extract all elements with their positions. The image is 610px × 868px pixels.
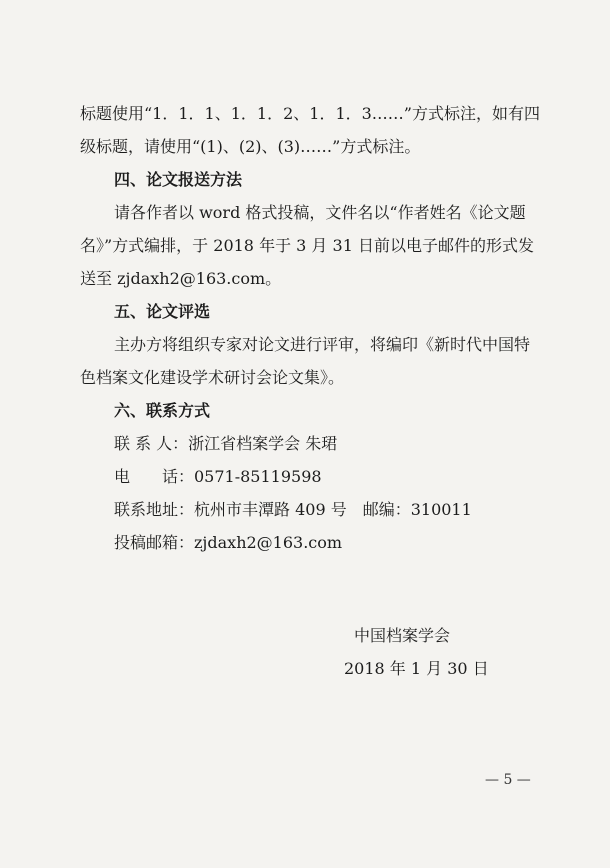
- body-line: 主办方将组织专家对论文进行评审，将编印《新时代中国特: [114, 335, 531, 354]
- body-line: 请各作者以 word 格式投稿，文件名以“作者姓名《论文题: [114, 203, 526, 222]
- signature-date: 2018 年 1 月 30 日: [344, 659, 489, 678]
- section-heading-selection: 五、论文评选: [114, 302, 211, 321]
- body-line: 色档案文化建设学术研讨会论文集》。: [80, 368, 345, 387]
- contact-address: 联系地址：杭州市丰潭路 409 号 邮编：310011: [114, 500, 472, 519]
- section-heading-contact: 六、联系方式: [114, 401, 211, 420]
- page-number: — 5 —: [485, 772, 531, 788]
- body-line: 级标题，请使用“(1)、(2)、(3)……”方式标注。: [80, 137, 421, 156]
- contact-person: 联 系 人：浙江省档案学会 朱珺: [114, 434, 338, 453]
- body-line: 送至 zjdaxh2@163.com。: [80, 269, 282, 288]
- contact-email: 投稿邮箱：zjdaxh2@163.com: [114, 533, 343, 552]
- signature-organization: 中国档案学会: [354, 626, 451, 645]
- body-line: 名》”方式编排，于 2018 年于 3 月 31 日前以电子邮件的形式发: [80, 236, 534, 255]
- section-heading-submission: 四、论文报送方法: [114, 170, 243, 189]
- body-line: 标题使用“1．1．1、1．1．2、1．1．3……”方式标注，如有四: [80, 104, 540, 123]
- contact-phone: 电 话：0571-85119598: [114, 467, 322, 486]
